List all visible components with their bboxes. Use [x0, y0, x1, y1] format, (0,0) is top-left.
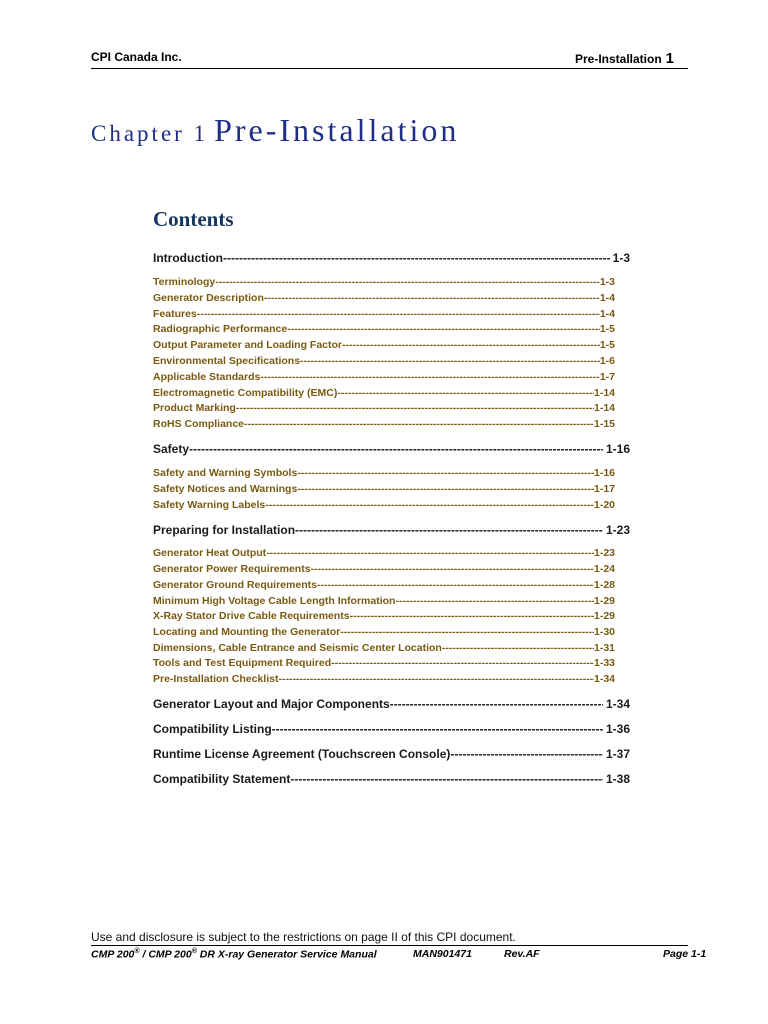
toc-entry-label: Product Marking [153, 402, 236, 414]
toc-dot-leader [189, 441, 603, 457]
toc-subentry[interactable] [153, 594, 615, 609]
toc-page-number: 1-31 [593, 642, 615, 654]
toc-entry[interactable] [153, 771, 630, 787]
toc-entry-label: Runtime License Agreement (Touchscreen Console) [153, 747, 451, 761]
toc-subentry[interactable] [153, 578, 615, 593]
toc-dot-leader [331, 656, 594, 671]
toc-entry[interactable] [153, 250, 630, 266]
toc-entry-label: Radiographic Performance [153, 323, 288, 335]
toc-subentry[interactable] [153, 370, 615, 385]
toc-dot-leader [215, 275, 600, 290]
toc-entry-label: Compatibility Listing [153, 722, 272, 736]
toc-subentry[interactable] [153, 307, 615, 322]
toc-entry-label: Preparing for Installation [153, 523, 296, 537]
toc-page-number: 1-16 [605, 442, 630, 456]
toc-entry[interactable] [153, 522, 630, 538]
footer-manual-a: CMP 200 [91, 948, 135, 961]
toc-dot-leader [395, 594, 594, 609]
header-chapter-number: 1 [665, 50, 674, 67]
toc-entry-label: Features [153, 308, 197, 320]
toc-subentry[interactable] [153, 625, 615, 640]
toc-entry-label: Minimum High Voltage Cable Length Information [153, 595, 396, 607]
toc-page-number: 1-30 [593, 626, 615, 638]
toc-dot-leader [272, 721, 603, 737]
toc-dot-leader [264, 291, 600, 306]
toc-page-number: 1-23 [593, 547, 615, 559]
toc-dot-leader [340, 625, 594, 640]
toc-entry-label: Generator Layout and Major Components [153, 697, 390, 711]
toc-entry-label: Generator Description [153, 292, 264, 304]
toc-dot-leader [287, 322, 600, 337]
toc-entry[interactable] [153, 746, 630, 762]
toc-entry-label: Environmental Specifications [153, 355, 301, 367]
toc-subentry[interactable] [153, 338, 615, 353]
chapter-heading [91, 112, 459, 149]
toc-entry[interactable] [153, 696, 630, 712]
toc-dot-leader [236, 401, 594, 416]
toc-page-number: 1-24 [593, 563, 615, 575]
toc-subentry[interactable] [153, 546, 615, 561]
toc-entry-label: Compatibility Statement [153, 772, 291, 786]
toc-page-number: 1-5 [599, 323, 615, 335]
toc-dot-leader [278, 672, 594, 687]
footer-manual-c: DR X-ray Generator Service Manual [196, 948, 377, 961]
toc-entry-label: Safety Notices and Warnings [153, 483, 298, 495]
toc-page-number: 1-29 [593, 595, 615, 607]
toc-page-number: 1-34 [593, 673, 615, 685]
toc-page-number: 1-34 [605, 697, 630, 711]
toc-page-number: 1-14 [593, 387, 615, 399]
toc-entry-label: Output Parameter and Loading Factor [153, 339, 343, 351]
toc-dot-leader [290, 771, 603, 787]
toc-entry-label: Generator Heat Output [153, 547, 267, 559]
toc-dot-leader [223, 250, 610, 266]
toc-page-number: 1-4 [599, 292, 615, 304]
toc-subentry[interactable] [153, 401, 615, 416]
toc-page-number: 1-38 [605, 772, 630, 786]
toc-subentry[interactable] [153, 417, 615, 432]
contents-title: Contents [153, 207, 234, 231]
footer-manual-title [91, 948, 377, 961]
toc-entry-label: Introduction [153, 251, 223, 265]
toc-page-number: 1-6 [599, 355, 615, 367]
toc-dot-leader [265, 498, 594, 513]
footer-manual-b: / CMP 200 [139, 948, 192, 961]
toc-page-number: 1-20 [593, 499, 615, 511]
toc-entry-label: Safety and Warning Symbols [153, 467, 298, 479]
toc-subentry[interactable] [153, 672, 615, 687]
toc-entry-label: Applicable Standards [153, 371, 261, 383]
chapter-title: Pre-Installation [214, 112, 460, 148]
disclosure-note: Use and disclosure is subject to the restrictions on page II of this CPI document. [91, 930, 516, 944]
toc-page-number: 1-37 [605, 747, 630, 761]
toc-dot-leader [342, 338, 600, 353]
toc-dot-leader [297, 466, 594, 481]
toc-dot-leader [266, 546, 594, 561]
registered-mark: ® [191, 948, 197, 955]
footer-manual-number: MAN901471 [413, 948, 472, 960]
toc-page-number: 1-17 [593, 483, 615, 495]
registered-mark: ® [134, 948, 140, 955]
toc-dot-leader [442, 641, 594, 656]
toc-dot-leader [244, 417, 594, 432]
toc-dot-leader [350, 609, 594, 624]
toc-subentry[interactable] [153, 498, 615, 513]
toc-page-number: 1-3 [599, 276, 615, 288]
toc-entry[interactable] [153, 721, 630, 737]
toc-dot-leader [300, 354, 600, 369]
toc-subentry[interactable] [153, 354, 615, 369]
toc-dot-leader [450, 746, 603, 762]
toc-dot-leader [311, 562, 594, 577]
toc-entry[interactable] [153, 441, 630, 457]
toc-subentry[interactable] [153, 386, 615, 401]
page-header [91, 48, 688, 69]
toc-entry-label: Safety Warning Labels [153, 499, 266, 511]
header-section-label: Pre-Installation [574, 52, 662, 66]
toc-entry-label: Locating and Mounting the Generator [153, 626, 341, 638]
toc-subentry[interactable] [153, 291, 615, 306]
toc-entry-label: Electromagnetic Compatibility (EMC) [153, 387, 338, 399]
toc-subentry[interactable] [153, 466, 615, 481]
toc-dot-leader [317, 578, 594, 593]
toc-page-number: 1-23 [605, 523, 630, 537]
toc-page-number: 1-14 [593, 402, 615, 414]
toc-subentry[interactable] [153, 609, 615, 624]
toc-subentry[interactable] [153, 482, 615, 497]
header-company: CPI Canada Inc. [91, 50, 182, 64]
toc-entry-label: Terminology [153, 276, 216, 288]
toc-entry-label: Tools and Test Equipment Required [153, 657, 332, 669]
toc-subentry[interactable] [153, 275, 615, 290]
toc-entry-label: RoHS Compliance [153, 418, 245, 430]
toc-subentry[interactable] [153, 656, 615, 671]
toc-dot-leader [390, 696, 603, 712]
toc-entry-label: Pre-Installation Checklist [153, 673, 279, 685]
toc-dot-leader [295, 522, 603, 538]
toc-page-number: 1-29 [593, 610, 615, 622]
footer-page-number: Page 1-1 [663, 948, 707, 960]
toc-dot-leader [260, 370, 599, 385]
chapter-word: Chapter 1 [91, 121, 209, 146]
header-section [575, 50, 674, 67]
toc-entry-label: Generator Ground Requirements [153, 579, 317, 591]
toc-page-number: 1-16 [593, 467, 615, 479]
footer-divider [91, 945, 688, 946]
toc-page-number: 1-5 [599, 339, 615, 351]
toc-page-number: 1-7 [599, 371, 615, 383]
toc-dot-leader [197, 307, 600, 322]
toc-subentry[interactable] [153, 562, 615, 577]
toc-page-number: 1-28 [593, 579, 615, 591]
toc-entry-label: Dimensions, Cable Entrance and Seismic Center Location [153, 642, 442, 654]
toc-page-number: 1-36 [605, 722, 630, 736]
toc-dot-leader [297, 482, 594, 497]
toc-page-number: 1-15 [593, 418, 615, 430]
toc-page-number: 1-33 [593, 657, 615, 669]
toc-entry-label: Generator Power Requirements [153, 563, 311, 575]
toc-page-number: 1-3 [612, 251, 630, 265]
toc-dot-leader [337, 386, 594, 401]
toc-subentry[interactable] [153, 322, 615, 337]
footer-revision: Rev.AF [504, 948, 540, 960]
toc-page-number: 1-4 [599, 308, 615, 320]
toc-entry-label: X-Ray Stator Drive Cable Requirements [153, 610, 350, 622]
toc-entry-label: Safety [153, 442, 190, 456]
toc-subentry[interactable] [153, 641, 615, 656]
